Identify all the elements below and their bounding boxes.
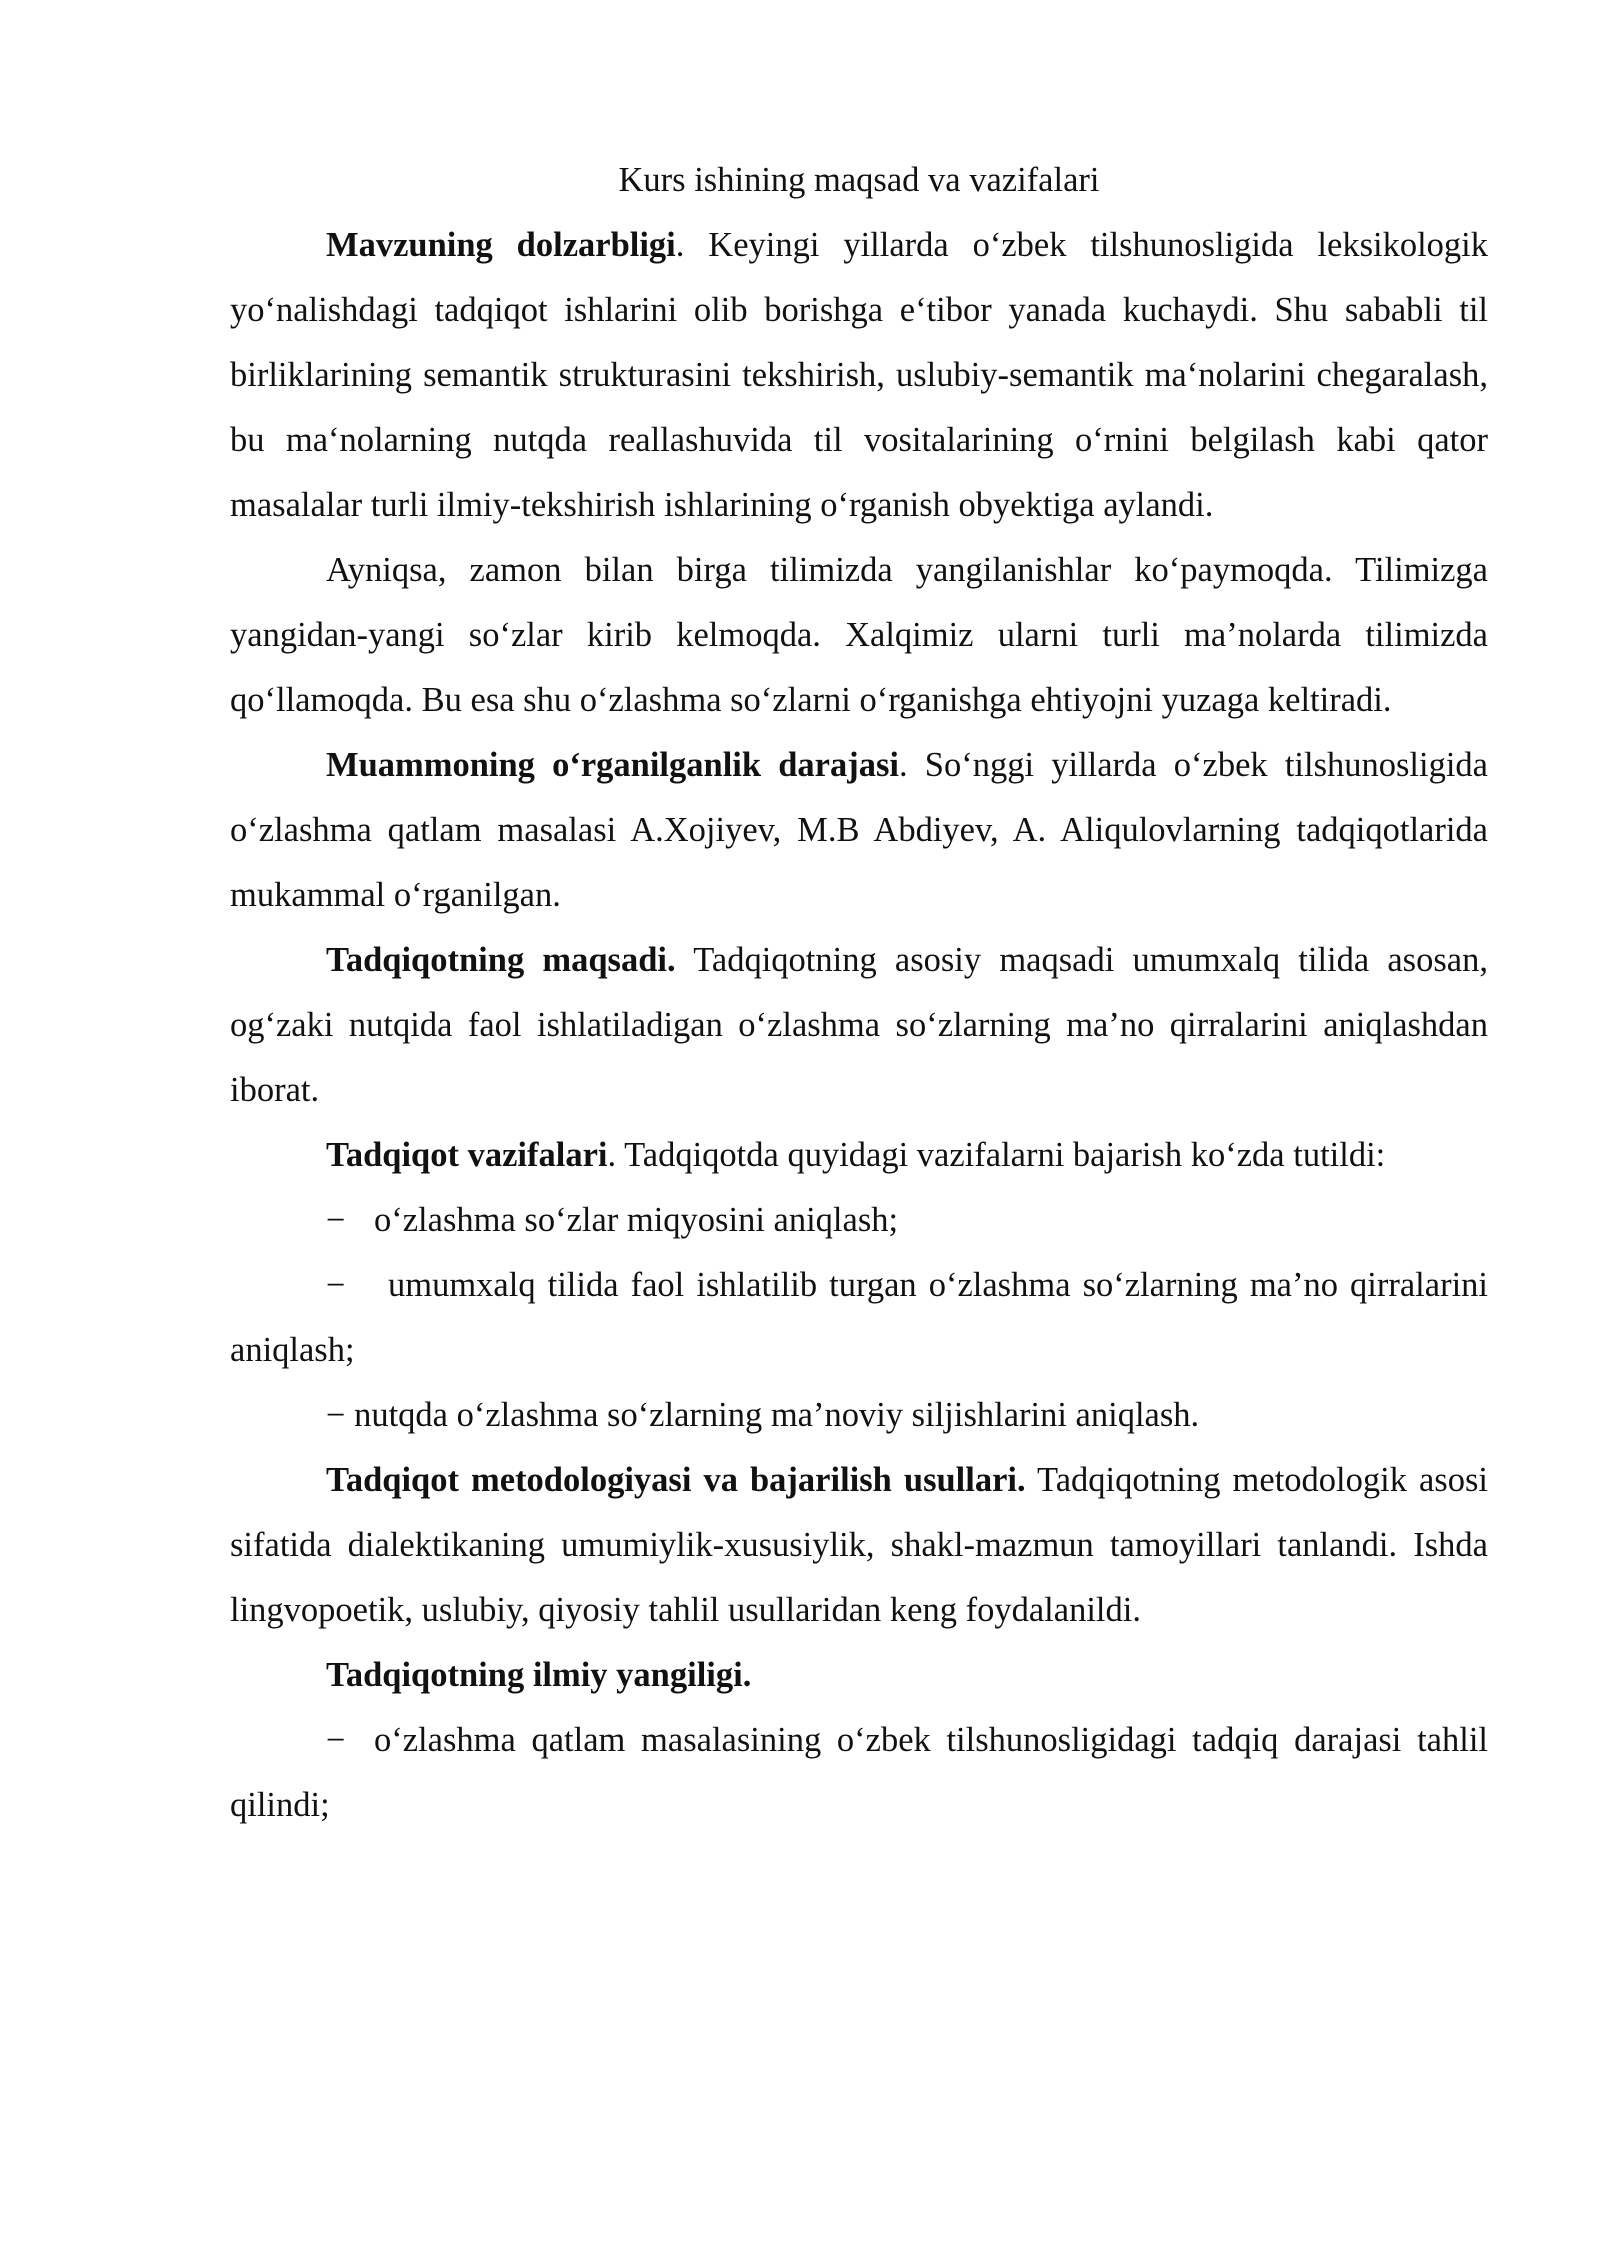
dash-marker: − <box>326 1721 346 1759</box>
heading-yangilik: Tadqiqotning ilmiy yangiligi. <box>326 1656 752 1694</box>
list-item-text: umumxalq tilida faol ishlatilib turgan oʻzlashma soʻzlarning ma’no qirralarini aniqlash; <box>230 1266 1488 1369</box>
paragraph-vazifalar <box>230 1123 1488 1188</box>
text-ayniqsa: Ayniqsa, zamon bilan birga tilimizda yangilanishlar koʻpaymoqda. Tilimizga yangidan-yangi soʻzlar kirib kelmoqda. Xalqimiz ularni turli ma’nolarda tilimizda qoʻllamoqda. Bu esa shu oʻzlashma soʻzlarni oʻrganishga ehtiyojni yuzaga keltiradi. <box>230 551 1488 719</box>
text-muammo: . Soʻnggi yillarda oʻzbek tilshunosligida oʻzlashma qatlam masalasi A.Xojiyev, M.B Abdiyev, A. Aliqulovlarning tadqiqotlarida mukammal oʻrganilgan. <box>230 746 1488 914</box>
text-vazifalar: . Tadqiqotda quyidagi vazifalarni bajarish koʻzda tutildi: <box>607 1136 1386 1174</box>
text-dolzarblik: . Keyingi yillarda oʻzbek tilshunosligida leksikologik yoʻnalishdagi tadqiqot ishlarini olib borishga eʻtibor yanada kuchaydi. Shu sababli til birliklarining semantik strukturasini tekshirish, uslubiy-semantik maʻnolarini chegaralash, bu maʻnolarning nutqda reallashuvida til vositalarining oʻrnini belgilash kabi qator masalalar turli ilmiy-tekshirish ishlarining oʻrganish obyektiga aylandi. <box>230 226 1488 524</box>
list-item-text: oʻzlashma soʻzlar miqyosini aniqlash; <box>374 1201 899 1239</box>
paragraph-yangilik <box>230 1643 1488 1708</box>
list-item <box>230 1383 1488 1448</box>
list-item-text: nutqda oʻzlashma soʻzlarning ma’noviy siljishlarini aniqlash. <box>354 1396 1200 1434</box>
text-metodologiya: Tadqiqotning metodologik asosi sifatida dialektikaning umumiylik-xususiylik, shakl-mazmun tamoyillari tanlandi. Ishda lingvopoetik, uslubiy, qiyosiy tahlil usullaridan keng foydalanildi. <box>230 1461 1488 1629</box>
paragraph-maqsad <box>230 928 1488 1123</box>
heading-maqsad: Tadqiqotning maqsadi. <box>326 941 676 979</box>
heading-dolzarblik: Mavzuning dolzarbligi <box>326 226 676 264</box>
heading-vazifalar: Tadqiqot vazifalari <box>326 1136 608 1174</box>
heading-metodologiya: Tadqiqot metodologiyasi va bajarilish usullari. <box>326 1461 1026 1499</box>
document-title: Kurs ishining maqsad va vazifalari <box>618 161 1100 199</box>
dash-marker: − <box>326 1201 346 1239</box>
document-page <box>230 148 1488 1838</box>
paragraph-ayniqsa <box>230 538 1488 733</box>
list-item <box>230 1188 1488 1253</box>
heading-muammo: Muammoning oʻrganilganlik darajasi <box>326 746 899 784</box>
dash-marker: − <box>326 1396 346 1434</box>
text-maqsad: Tadqiqotning asosiy maqsadi umumxalq tilida asosan, ogʻzaki nutqida faol ishlatiladigan oʻzlashma soʻzlarning ma’no qirralarini aniqlashdan iborat. <box>230 941 1488 1109</box>
list-item-text: oʻzlashma qatlam masalasining oʻzbek tilshunosligidagi tadqiq darajasi tahlil qilindi; <box>230 1721 1488 1824</box>
list-item <box>230 1708 1488 1838</box>
paragraph-metodologiya <box>230 1448 1488 1643</box>
list-item <box>230 1253 1488 1383</box>
paragraph-muammo <box>230 733 1488 928</box>
dash-marker: − <box>326 1266 346 1304</box>
paragraph-dolzarblik <box>230 213 1488 538</box>
